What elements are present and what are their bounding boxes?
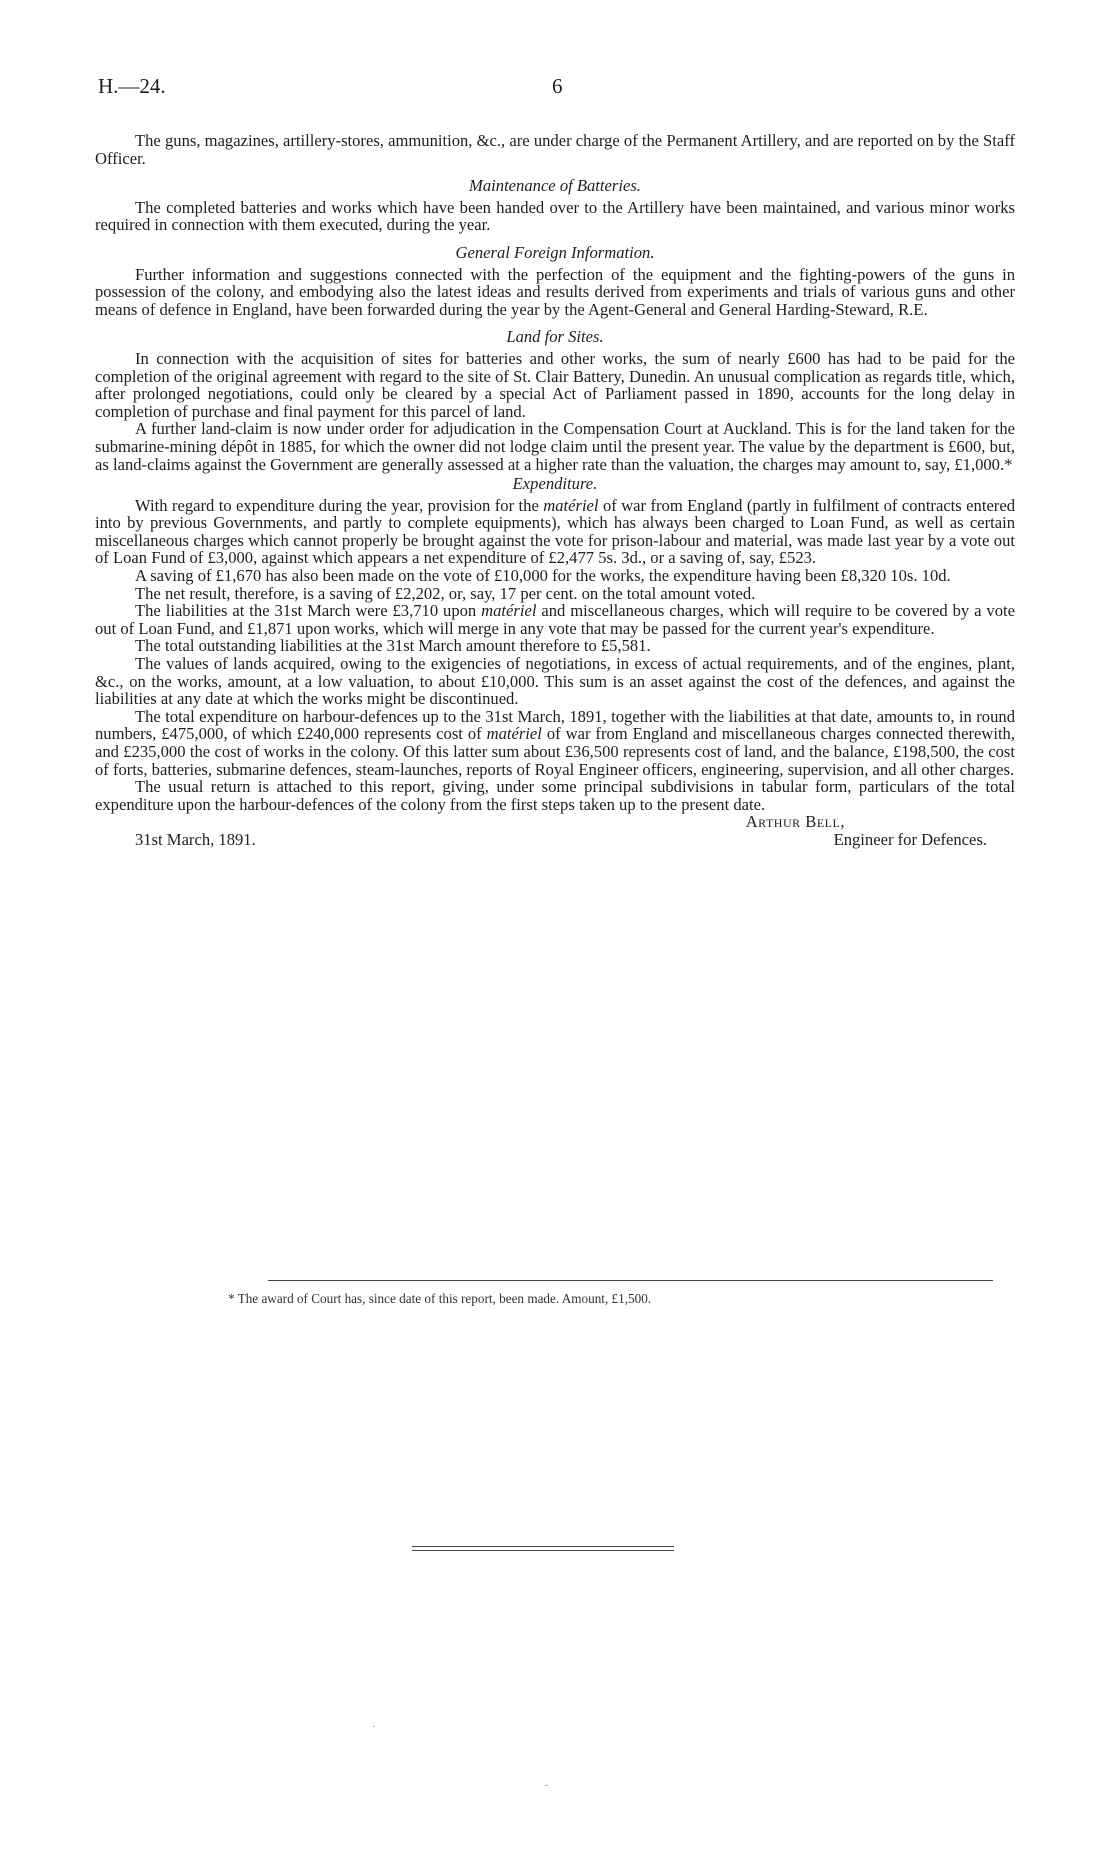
maintenance-paragraph: The completed batteries and works which have been handed over to the Artillery have been maintained, and various minor works required in connection with them executed, during the year. [95, 197, 1015, 235]
signature-block [95, 831, 1015, 849]
scan-speck: - [545, 1780, 549, 1791]
land-paragraph-2: A further land-claim is now under order for adjudication in the Compensation Court at Auckland. This is for the land taken for the submarine-mining dépôt in 1885, for which the owner did not lodge claim until the present year. The value by the department is £600, but, as land-claims against the Government are generally assessed at a higher rate than the valuation, the charges may amount to, say, £1,000.* [95, 419, 1015, 474]
expenditure-paragraph-3: The net result, therefore, is a saving of £2,202, or, say, 17 per cent. on the total amount voted. [135, 583, 756, 603]
scan-speck: · [372, 1722, 376, 1733]
heading-foreign-information: General Foreign Information. [455, 242, 655, 262]
signature-title: Engineer for Defences. [833, 829, 987, 849]
end-rule-top [412, 1546, 674, 1547]
heading-maintenance: Maintenance of Batteries. [469, 176, 641, 196]
footnote: * The award of Court has, since date of this report, been made. Amount, £1,500. [228, 1291, 652, 1306]
expenditure-paragraph-2: A saving of £1,670 has also been made on the vote of £10,000 for the works, the expenditure having been £8,320 10s. 10d. [135, 566, 951, 586]
land-paragraph-1: In connection with the acquisition of sites for batteries and other works, the sum of nearly £600 has had to be paid for the completion of the original agreement with regard to the site of St. Clair Battery, Dunedin. An unusual complication as regards title, which, after prolonged negotiations, could only be cleared by a special Act of Parliament passed in 1890, accounts for the long delay in completion of purchase and final payment for this parcel of land. [95, 348, 1015, 421]
page-number: 6 [552, 74, 563, 98]
heading-land-for-sites: Land for Sites. [506, 327, 604, 347]
end-rule-bottom [412, 1550, 674, 1551]
document-code: H.—24. [98, 74, 166, 98]
expenditure-paragraph-6: The values of lands acquired, owing to the exigencies of negotiations, in excess of actual requirements, and of the engines, plant, &c., on the works, amount, at a low valuation, to about £10,000. This sum is an asset against the cost of the defences, and against the liabilities at any date at which the works might be discontinued. [95, 654, 1015, 709]
foreign-information-paragraph: Further information and suggestions connected with the perfection of the equipment and the fighting-powers of the guns in possession of the colony, and embodying also the latest ideas and results derived from experiments and trials of various guns and other means of defence in England, have been forwarded during the year by the Agent-General and General Harding-Steward, R.E. [95, 264, 1015, 319]
expenditure-paragraph-5: The total outstanding liabilities at the 31st March amount therefore to £5,581. [135, 636, 651, 656]
expenditure-paragraph-7: The total expenditure on harbour-defences up to the 31st March, 1891, together with the liabilities at that date, amounts to, in round numbers, £475,000, of which £240,000 represents cost of matériel of war from England and miscellaneous charges connected therewith, and £235,000 the cost of works in the colony. Of this latter sum about £36,500 represents cost of land, and the balance, £198,500, the cost of forts, batteries, submarine defences, steam-launches, reports of Royal Engineer officers, engineering, supervision, and all other charges. [95, 706, 1015, 779]
expenditure-paragraph-1: With regard to expenditure during the year, provision for the matériel of war from England (partly in fulfilment of contracts entered into by previous Governments, and partly to complete equipments), which has always been charged to Loan Fund, as well as certain miscellaneous charges which cannot properly be brought against the vote for prison-labour and material, was made last year by a vote out of Loan Fund of £3,000, against which appears a net expenditure of £2,477 5s. 3d., or a saving of, say, £523. [95, 495, 1015, 568]
signature-name-row [95, 813, 1015, 831]
signature-date: 31st March, 1891. [135, 829, 256, 849]
footnote-divider [268, 1280, 993, 1281]
expenditure-paragraph-8: The usual return is attached to this report, giving, under some principal subdivisions in tabular form, particulars of the total expenditure upon the harbour-defences of the colony from the first steps taken up to the present date. [95, 777, 1015, 814]
heading-expenditure: Expenditure. [512, 474, 598, 494]
signature-name: Arthur Bell, [745, 812, 845, 832]
intro-paragraph: The guns, magazines, artillery-stores, ammunition, &c., are under charge of the Permanent Artillery, and are reported on by the Staff Officer. [95, 131, 1015, 168]
document-body [95, 132, 1015, 849]
expenditure-paragraph-4: The liabilities at the 31st March were £3,710 upon matériel and miscellaneous charges, which will require to be covered by a vote out of Loan Fund, and £1,871 upon works, which will merge in any vote that may be passed for the current year's expenditure. [95, 601, 1015, 638]
